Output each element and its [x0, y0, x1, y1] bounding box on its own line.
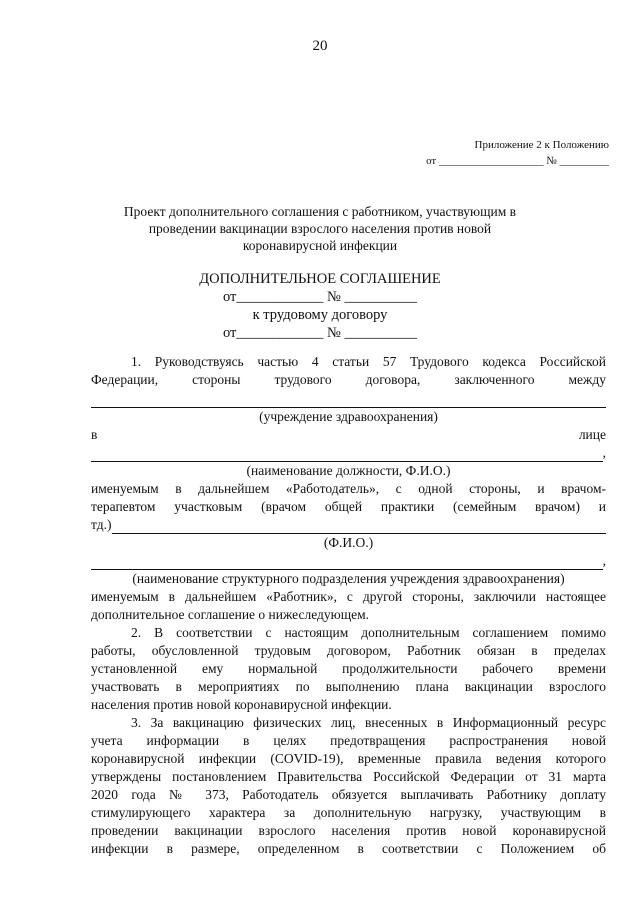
paragraph-3-line: 3. За вакцинацию физических лиц, внесенных в Информационный ресурс — [131, 715, 606, 730]
paragraph-3-line: инфекции в размере, определенном в соответствии с Положением об — [91, 841, 606, 856]
title-line-1: Проект дополнительного соглашения с работником, участвующим в — [123, 204, 517, 219]
blank-line-unit — [91, 552, 606, 570]
comma: , — [602, 553, 606, 568]
paragraph-3-line: стимулирующего характера за дополнительную нагрузку, участвующим в — [91, 805, 606, 820]
title-line-2: проведении вакцинации взрослого населения против новой — [148, 221, 492, 236]
paragraph-1-line: терапевтом участковым (врачом общей практики (семейным врачом) и — [91, 499, 606, 514]
agreement-title: ДОПОЛНИТЕЛЬНОЕ СОГЛАШЕНИЕ — [199, 271, 441, 287]
paragraph-2-line: 2. В соответствии с настоящим дополнительным соглашением помимо — [131, 625, 606, 640]
comma: , — [602, 445, 606, 460]
caption-position: (наименование должности, Ф.И.О.) — [246, 463, 451, 478]
blank-fill — [112, 520, 606, 534]
caption-institution: (учреждение здравоохранения) — [259, 409, 438, 424]
paragraph-2-line: населения против новой коронавирусной инфекции. — [91, 697, 392, 712]
blank-fill — [91, 448, 603, 462]
blank-line-doctor — [91, 516, 606, 534]
contract-date-number: от____________ № __________ — [223, 325, 417, 341]
paragraph-1-line: именуемым в дальнейшем «Работник», с другой стороны, заключили настоящее — [91, 589, 606, 604]
paragraph-1-line: дополнительное соглашение о нижеследующем. — [91, 607, 370, 622]
caption-unit: (наименование структурного подразделения учреждения здравоохранения) — [132, 571, 565, 586]
person-word: лице — [578, 427, 606, 442]
contract-reference: к трудовому договору — [252, 307, 388, 323]
paragraph-2-line: работы, обусловленной трудовым договором, Работник обязан в пределах — [91, 643, 606, 658]
title-line-3: коронавирусной инфекции — [242, 238, 398, 253]
paragraph-3-line: учета информации в целях предотвращения распространения новой — [91, 733, 606, 748]
in-word: в — [91, 427, 98, 442]
paragraph-3-line: 2020 года № 373, Работодатель обязуется выплачивать Работнику доплату — [91, 787, 606, 802]
paragraph-3-line: утверждены постановлением Правительства Российской Федерации от 31 марта — [91, 769, 606, 784]
etc-text: тд.) — [91, 517, 112, 532]
document-title — [0, 203, 640, 254]
agreement-heading — [0, 270, 640, 342]
paragraph-1-line: 1. Руководствуясь частью 4 статьи 57 Трудового кодекса Российской — [131, 354, 606, 369]
paragraph-2-line: участвовать в мероприятиях по выполнению плана вакцинации взрослого — [91, 679, 606, 694]
paragraph-1-line: именуемым в дальнейшем «Работодатель», с одной стороны, и врачом- — [91, 481, 606, 496]
blank-line-institution — [91, 395, 606, 408]
caption-fio: (Ф.И.О.) — [323, 535, 374, 550]
paragraph-2-line: установленной ему нормальной продолжительности рабочего времени — [91, 661, 606, 676]
in-person-line — [91, 426, 606, 444]
agreement-date-number: от____________ № __________ — [223, 289, 417, 305]
blank-fill — [91, 556, 603, 570]
paragraph-3-line: коронавирусной инфекции (COVID-19), временные правила ведения которого — [91, 751, 606, 766]
page-number: 20 — [312, 38, 328, 54]
appendix-reference: Приложение 2 к Положению — [474, 139, 609, 151]
paragraph-1-line: Федерации, стороны трудового договора, заключенного между — [91, 372, 606, 387]
appendix-date-number: от ___________________ № _________ — [426, 155, 609, 167]
blank-line-position — [91, 444, 606, 462]
paragraph-3-line: проведении вакцинации взрослого населения против новой коронавирусной — [91, 823, 606, 838]
document-body — [91, 353, 606, 858]
